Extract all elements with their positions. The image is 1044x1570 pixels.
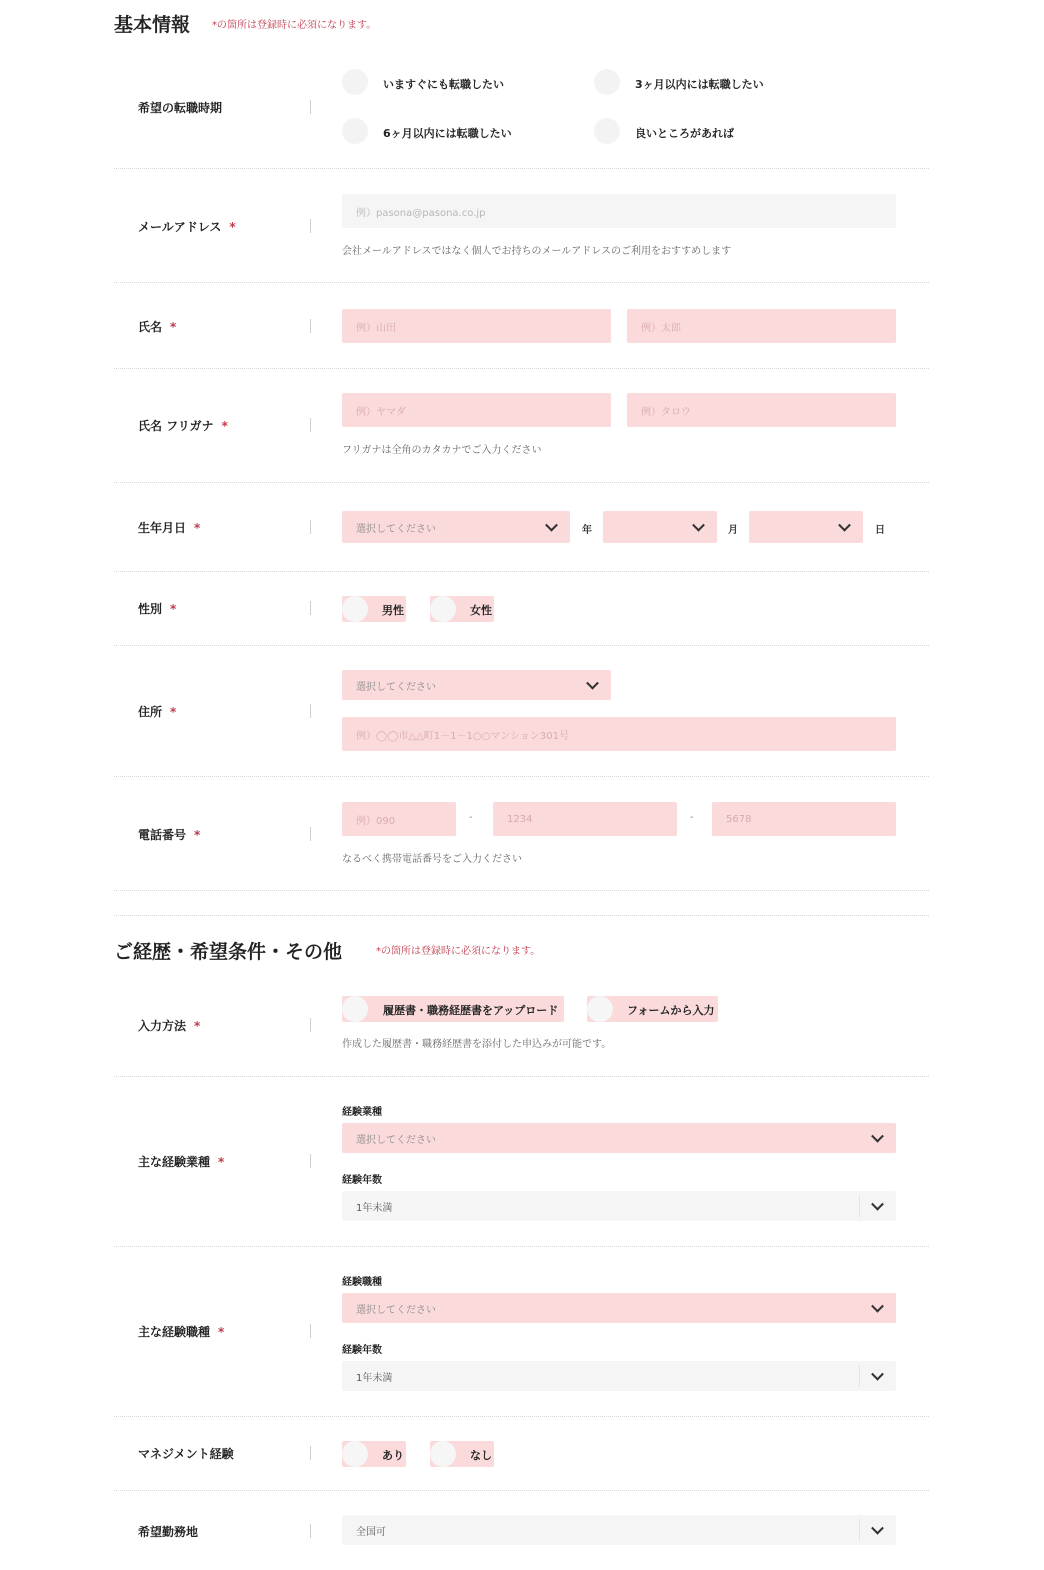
label-divider [310,319,311,333]
radio-6months-label: 6ヶ月以内には転職したい [383,127,512,140]
section-title-career: ご経歴・希望条件・その他 [114,941,343,963]
chevron-down-icon [871,1198,884,1211]
industry-years-select[interactable] [342,1191,896,1221]
name-label: 氏名 * [138,320,177,334]
radio-if-good-label: 良いところがあれば [635,127,734,140]
required-mark: * [218,1325,225,1339]
label-divider [310,1446,311,1460]
upload-resume-option[interactable] [342,996,564,1022]
management-no-label: なし [470,1449,492,1462]
day-unit: 日 [875,525,885,536]
occupation-label: 主な経験職種 * [138,1325,225,1339]
industry-label: 主な経験業種 * [138,1155,225,1169]
first-kana-input[interactable]: 例）タロウ [627,393,896,427]
management-yes-label: あり [382,1449,404,1462]
timing-label: 希望の転職時期 [138,101,223,115]
email-label: メールアドレス * [138,220,236,234]
street-address-input[interactable]: 例）◯◯市△△町1－1－1○○マンション301号 [342,717,896,751]
radio-knob [342,596,368,622]
birth-month-select[interactable] [603,511,717,543]
birth-label: 生年月日 * [138,521,201,535]
phone-part1-input[interactable]: 例）090 [342,802,456,836]
required-mark: * [218,1155,225,1169]
label-divider [310,418,311,432]
radio-knob [342,996,368,1022]
management-label: マネジメント経験 [138,1447,234,1461]
row-separator [114,645,929,646]
email-input[interactable]: 例）pasona@pasona.co.jp [342,194,896,228]
location-value: 全国可 [356,1526,386,1538]
management-yes-option[interactable] [342,1441,406,1467]
location-select[interactable] [342,1515,896,1545]
label-divider [310,100,311,114]
birth-day-select[interactable] [749,511,863,543]
section-separator [114,915,929,916]
radio-knob [430,596,456,622]
gender-male-option[interactable] [342,596,406,622]
row-separator [114,776,929,777]
industry-years-sublabel: 経験年数 [342,1175,382,1186]
required-mark: * [229,220,236,234]
kana-label: 氏名 フリガナ * [138,419,228,433]
month-unit: 月 [728,525,738,536]
label-divider [310,1324,311,1338]
radio-if-good[interactable] [594,118,620,144]
required-mark: * [170,602,177,616]
form-input-label: フォームから入力 [627,1004,715,1017]
radio-now-label: いますぐにも転職したい [383,78,504,91]
occupation-years-value: 1年未満 [356,1372,393,1384]
label-divider [310,827,311,841]
chevron-down-icon [545,519,558,532]
row-separator [114,1076,929,1077]
industry-years-value: 1年未満 [356,1202,393,1214]
radio-3months-label: 3ヶ月以内には転職したい [635,78,764,91]
radio-6months[interactable] [342,118,368,144]
chevron-down-icon [871,1368,884,1381]
label-divider [310,601,311,615]
required-mark: * [170,705,177,719]
phone-label: 電話番号 * [138,828,201,842]
required-mark: * [194,828,201,842]
chevron-down-icon [871,1522,884,1535]
year-unit: 年 [582,525,592,536]
industry-value: 選択してください [356,1134,436,1146]
select-divider [859,1365,860,1387]
input-method-label: 入力方法 * [138,1019,201,1033]
select-divider [859,1195,860,1217]
select-divider [859,1519,860,1541]
phone-separator: - [469,812,473,823]
industry-select[interactable] [342,1123,896,1153]
occupation-value: 選択してください [356,1304,436,1316]
last-kana-input[interactable]: 例）ヤマダ [342,393,611,427]
label-divider [310,1154,311,1168]
first-name-input[interactable]: 例）太郎 [627,309,896,343]
kana-hint: フリガナは全角のカタカナでご入力ください [342,445,542,456]
radio-knob [342,1441,368,1467]
last-name-input[interactable]: 例）山田 [342,309,611,343]
row-separator [114,482,929,483]
row-separator [114,168,929,169]
industry-sublabel: 経験業種 [342,1107,382,1118]
chevron-down-icon [586,677,599,690]
chevron-down-icon [871,1130,884,1143]
label-divider [310,520,311,534]
occupation-sublabel: 経験職種 [342,1277,382,1288]
phone-part2-input[interactable]: 1234 [493,802,677,836]
row-separator [114,571,929,572]
gender-male-label: 男性 [382,604,404,617]
label-divider [310,1524,311,1538]
management-no-option[interactable] [430,1441,494,1467]
row-separator [114,282,929,283]
chevron-down-icon [692,519,705,532]
required-mark: * [194,521,201,535]
chevron-down-icon [838,519,851,532]
form-input-option[interactable] [587,996,718,1022]
prefecture-value: 選択してください [356,681,436,693]
radio-knob [587,996,613,1022]
occupation-years-select[interactable] [342,1361,896,1391]
birth-year-select[interactable] [342,511,570,543]
label-divider [310,1018,311,1032]
upload-resume-label: 履歴書・職務経歴書をアップロード [383,1004,559,1017]
gender-label: 性別 * [138,602,177,616]
required-mark: * [170,320,177,334]
occupation-years-sublabel: 経験年数 [342,1345,382,1356]
row-separator [114,1416,929,1417]
row-separator [114,1490,929,1491]
section-title-basic-info: 基本情報 [114,14,191,36]
label-divider [310,704,311,718]
email-hint: 会社メールアドレスではなく個人でお持ちのメールアドレスのご利用をおすすめします [342,246,732,257]
address-label: 住所 * [138,705,177,719]
row-separator [114,368,929,369]
phone-hint: なるべく携帯電話番号をご入力ください [342,854,522,865]
radio-now[interactable] [342,69,368,95]
gender-female-label: 女性 [470,604,492,617]
radio-3months[interactable] [594,69,620,95]
prefecture-select[interactable] [342,670,611,700]
birth-year-value: 選択してください [356,523,436,535]
required-note: *の箇所は登録時に必須になります。 [212,20,377,31]
phone-separator: - [690,812,694,823]
phone-part3-input[interactable]: 5678 [712,802,896,836]
input-method-hint: 作成した履歴書・職務経歴書を添付した申込みが可能です。 [342,1039,612,1050]
radio-knob [430,1441,456,1467]
location-label: 希望勤務地 [138,1525,199,1539]
chevron-down-icon [871,1300,884,1313]
label-divider [310,219,311,233]
required-note: *の箇所は登録時に必須になります。 [376,946,541,957]
gender-female-option[interactable] [430,596,494,622]
occupation-select[interactable] [342,1293,896,1323]
required-mark: * [194,1019,201,1033]
row-separator [114,890,929,891]
required-mark: * [221,419,228,433]
row-separator [114,1246,929,1247]
